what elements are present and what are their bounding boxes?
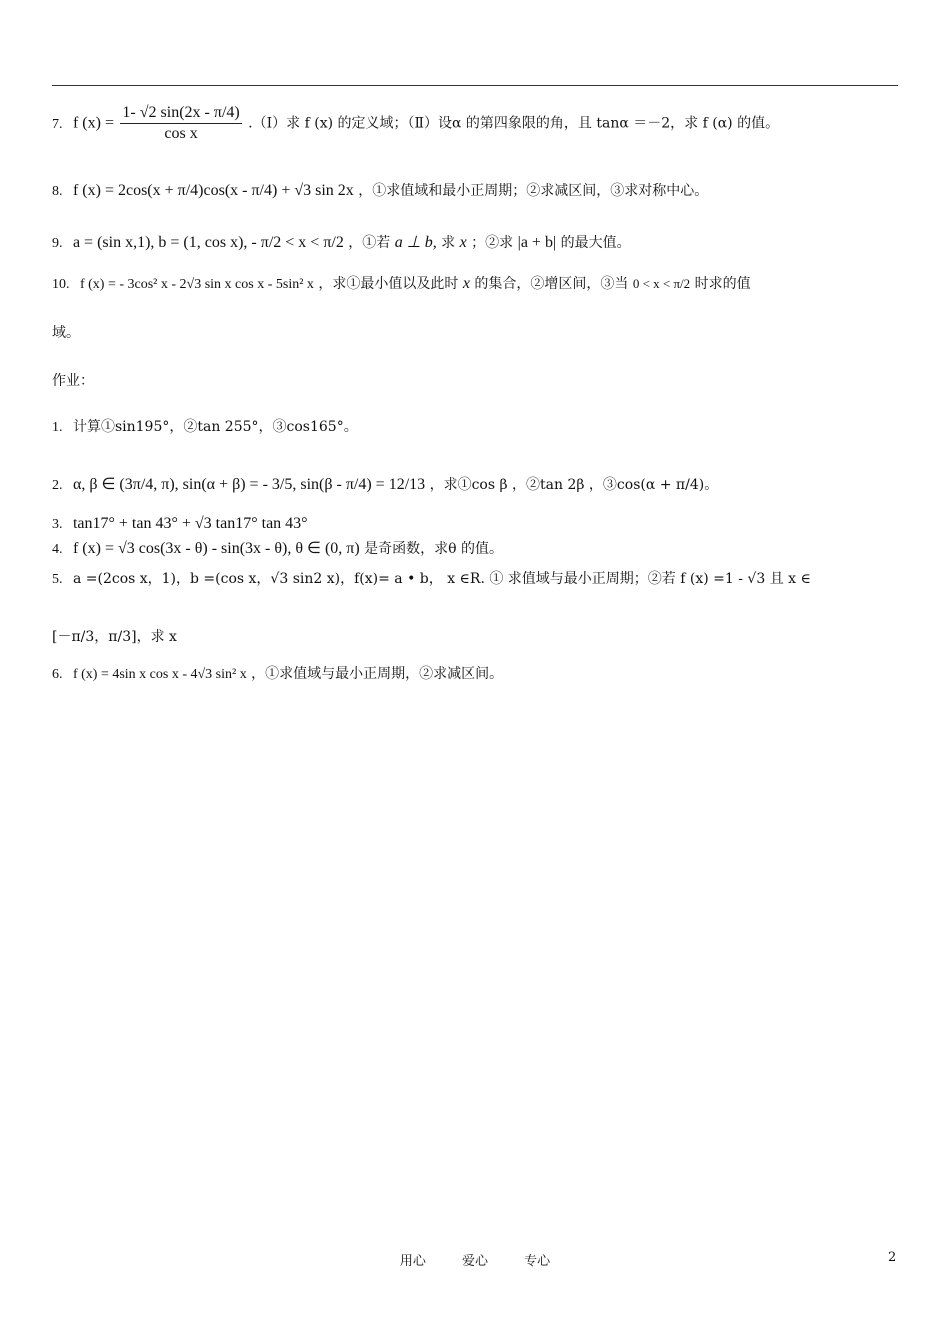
problem-text: ；②求 — [471, 235, 514, 251]
footer-item: 用心 — [399, 1254, 426, 1269]
problem-text: 求 — [441, 235, 456, 251]
page-footer — [0, 1250, 950, 1269]
homework-5 — [52, 570, 811, 589]
problem-number: 4. — [52, 542, 63, 557]
formula: a = (sin x,1), b = (1, cos x), - π/2 < x < π/2 — [72, 234, 344, 251]
problem-number: 2. — [52, 478, 63, 493]
homework-5-continued: [－π/3，π/3]，求 x — [52, 629, 177, 645]
problem-number: 5. — [52, 572, 63, 587]
problem-number: 10. — [52, 277, 70, 292]
problem-number: 1. — [52, 420, 63, 435]
variable: x — [459, 234, 467, 251]
problem-text: ，①若 — [348, 235, 391, 251]
condition: a ⊥ b, — [394, 234, 437, 251]
problem-text: ，求①cos β ，②tan 2β ，③cos(α + π/4)。 — [429, 477, 719, 493]
abs-value: |a + b| — [517, 234, 557, 251]
problem-number: 3. — [52, 517, 63, 532]
page-number: 2 — [888, 1250, 897, 1265]
fraction — [120, 103, 241, 144]
formula: f (x) = - 3cos² x - 2√3 sin x cos x - 5sin² x — [79, 277, 314, 292]
header-rule — [52, 85, 898, 86]
problem-text: ，求①最小值以及此时 — [318, 276, 459, 292]
numerator: 1- √2 sin(2x - π/4) — [122, 104, 240, 121]
formula: tan17° + tan 43° + √3 tan17° tan 43° — [72, 515, 308, 532]
formula: α, β ∈ (3π/4, π), sin(α + β) = - 3/5, sin(β - π/4) = 12/13 — [72, 476, 426, 493]
variable: x — [462, 275, 470, 292]
problem-number: 7. — [52, 116, 63, 132]
homework-6 — [52, 665, 503, 684]
footer-item: 爱心 — [461, 1254, 488, 1269]
problem-text: ，①求值域和最小正周期；②求减区间，③求对称中心。 — [358, 183, 709, 199]
problem-9 — [52, 234, 631, 253]
formula: f (x) = 4sin x cos x - 4√3 sin² x — [72, 667, 247, 682]
problem-number: 9. — [52, 236, 63, 251]
formula: f (x) = √3 cos(3x - θ) - sin(3x - θ), θ ∈ (0, π) — [72, 540, 360, 557]
problem-text: ，①求值域与最小正周期，②求减区间。 — [251, 666, 504, 682]
problem-text: 计算①sin195°，②tan 255°，③cos165°。 — [72, 419, 358, 435]
problem-8 — [52, 182, 708, 201]
homework-4 — [52, 540, 503, 559]
problem-10-continued: 域。 — [52, 325, 80, 341]
problem-text: 是奇函数，求θ 的值。 — [364, 541, 504, 557]
problem-number: 8. — [52, 184, 63, 199]
range: 0 < x < π/2 — [632, 276, 691, 291]
formula: f (x) = 2cos(x + π/4)cos(x - π/4) + √3 sin 2x — [72, 182, 354, 199]
problem-text: 时求的值 — [694, 276, 751, 292]
formula-lhs: f (x) = — [72, 114, 114, 132]
homework-1 — [52, 418, 358, 437]
footer-item: 专心 — [524, 1254, 551, 1269]
denominator: cos x — [120, 123, 241, 144]
problem-text: 的最大值。 — [560, 235, 631, 251]
problem-text: .（Ⅰ）求 f (x) 的定义域；（Ⅱ）设α 的第四象限的角，且 tanα ＝－2，求 f (α) 的值。 — [248, 115, 780, 132]
homework-title: 作业： — [52, 373, 94, 389]
problem-number: 6. — [52, 667, 63, 682]
problem-10 — [52, 275, 751, 294]
problem-text: 的集合，②增区间，③当 — [474, 276, 629, 292]
homework-2 — [52, 476, 718, 495]
homework-3 — [52, 515, 308, 534]
problem-7 — [52, 103, 779, 144]
problem-text: a =(2cos x，1)，b =(cos x，√3 sin2 x)，f(x)= a • b， x ∈R. ① 求值域与最小正周期；②若 f (x) =1 - √3 且 x ∈ — [72, 571, 811, 587]
